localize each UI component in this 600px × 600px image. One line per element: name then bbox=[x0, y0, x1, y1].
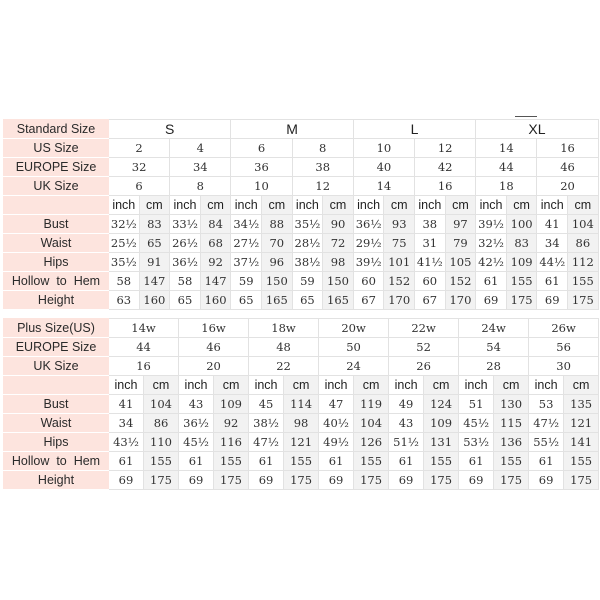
size-cell: 20 bbox=[179, 357, 249, 376]
inch-value: 27½ bbox=[231, 234, 262, 253]
cm-value: 114 bbox=[284, 395, 319, 414]
size-cell: 26w bbox=[529, 319, 599, 338]
cm-value: 175 bbox=[354, 471, 389, 490]
cm-value: 147 bbox=[139, 272, 170, 291]
cm-value: 83 bbox=[139, 215, 170, 234]
row-label: Height bbox=[4, 471, 109, 490]
size-cell: 46 bbox=[179, 338, 249, 357]
unit-cm: cm bbox=[445, 196, 476, 215]
inch-value: 25½ bbox=[109, 234, 140, 253]
size-cell: 24w bbox=[459, 319, 529, 338]
unit-cm: cm bbox=[354, 376, 389, 395]
inch-value: 38½ bbox=[292, 253, 323, 272]
inch-value: 35½ bbox=[292, 215, 323, 234]
unit-inch: inch bbox=[109, 196, 140, 215]
size-cell: 44 bbox=[109, 338, 179, 357]
size-cell: 6 bbox=[109, 177, 170, 196]
cm-value: 65 bbox=[139, 234, 170, 253]
unit-row bbox=[4, 376, 599, 395]
unit-cm: cm bbox=[200, 196, 231, 215]
inch-value: 63 bbox=[109, 291, 140, 310]
inch-value: 39½ bbox=[476, 215, 507, 234]
cm-value: 141 bbox=[564, 433, 599, 452]
inch-value: 41½ bbox=[415, 253, 446, 272]
unit-cm: cm bbox=[424, 376, 459, 395]
unit-inch: inch bbox=[389, 376, 424, 395]
size-xl: XL bbox=[476, 120, 598, 139]
inch-value: 47 bbox=[319, 395, 354, 414]
unit-cm: cm bbox=[506, 196, 537, 215]
unit-inch: inch bbox=[231, 196, 262, 215]
inch-value: 69 bbox=[249, 471, 284, 490]
cm-value: 155 bbox=[214, 452, 249, 471]
inch-value: 38½ bbox=[249, 414, 284, 433]
inch-value: 69 bbox=[537, 291, 568, 310]
inch-value: 43 bbox=[389, 414, 424, 433]
measure-row bbox=[4, 215, 599, 234]
cm-value: 165 bbox=[323, 291, 354, 310]
size-cell: 8 bbox=[292, 139, 353, 158]
size-cell: 40 bbox=[353, 158, 414, 177]
cm-value: 175 bbox=[144, 471, 179, 490]
measure-row bbox=[4, 395, 599, 414]
row-label: EUROPE Size bbox=[4, 338, 109, 357]
size-cell: 52 bbox=[389, 338, 459, 357]
cm-value: 155 bbox=[144, 452, 179, 471]
inch-value: 31 bbox=[415, 234, 446, 253]
size-cell: 18w bbox=[249, 319, 319, 338]
cm-value: 92 bbox=[214, 414, 249, 433]
row-label bbox=[4, 376, 109, 395]
cm-value: 155 bbox=[354, 452, 389, 471]
row-label: Hips bbox=[4, 433, 109, 452]
inch-value: 61 bbox=[389, 452, 424, 471]
unit-cm: cm bbox=[262, 196, 293, 215]
size-cell: 36 bbox=[231, 158, 292, 177]
inch-value: 69 bbox=[476, 291, 507, 310]
row-label: UK Size bbox=[4, 357, 109, 376]
size-cell: 42 bbox=[415, 158, 476, 177]
cm-value: 91 bbox=[139, 253, 170, 272]
inch-value: 37½ bbox=[231, 253, 262, 272]
row-label: Standard Size bbox=[4, 120, 109, 139]
inch-value: 47½ bbox=[529, 414, 564, 433]
unit-inch: inch bbox=[292, 196, 323, 215]
unit-cm: cm bbox=[384, 196, 415, 215]
cm-value: 83 bbox=[506, 234, 537, 253]
unit-inch: inch bbox=[109, 376, 144, 395]
size-l: L bbox=[353, 120, 475, 139]
size-cell: 38 bbox=[292, 158, 353, 177]
us-size-row bbox=[4, 139, 599, 158]
size-cell: 22 bbox=[249, 357, 319, 376]
unit-inch: inch bbox=[170, 196, 201, 215]
cm-value: 98 bbox=[323, 253, 354, 272]
plus-size-chart bbox=[3, 318, 599, 490]
inch-value: 58 bbox=[170, 272, 201, 291]
inch-value: 32½ bbox=[109, 215, 140, 234]
standard-size-chart bbox=[3, 119, 599, 310]
size-cell: 10 bbox=[353, 139, 414, 158]
cm-value: 160 bbox=[200, 291, 231, 310]
size-cell: 2 bbox=[109, 139, 170, 158]
unit-inch: inch bbox=[415, 196, 446, 215]
row-label: US Size bbox=[4, 139, 109, 158]
inch-value: 51 bbox=[459, 395, 494, 414]
cm-value: 72 bbox=[323, 234, 354, 253]
inch-value: 69 bbox=[389, 471, 424, 490]
measure-row bbox=[4, 272, 599, 291]
size-cell: 20w bbox=[319, 319, 389, 338]
measure-row bbox=[4, 414, 599, 433]
inch-value: 28½ bbox=[292, 234, 323, 253]
unit-inch: inch bbox=[179, 376, 214, 395]
cm-value: 104 bbox=[568, 215, 599, 234]
size-cell: 16 bbox=[537, 139, 598, 158]
inch-value: 36½ bbox=[353, 215, 384, 234]
inch-value: 34½ bbox=[231, 215, 262, 234]
plus-size-row bbox=[4, 319, 599, 338]
cm-value: 160 bbox=[139, 291, 170, 310]
inch-value: 35½ bbox=[109, 253, 140, 272]
cm-value: 86 bbox=[144, 414, 179, 433]
inch-value: 61 bbox=[109, 452, 144, 471]
inch-value: 65 bbox=[170, 291, 201, 310]
size-s: S bbox=[109, 120, 231, 139]
inch-value: 65 bbox=[292, 291, 323, 310]
unit-cm: cm bbox=[144, 376, 179, 395]
row-label: Hollow to Hem bbox=[4, 452, 109, 471]
cm-value: 109 bbox=[424, 414, 459, 433]
cm-value: 152 bbox=[445, 272, 476, 291]
size-cell: 30 bbox=[529, 357, 599, 376]
cm-value: 119 bbox=[354, 395, 389, 414]
cm-value: 105 bbox=[445, 253, 476, 272]
europe-size-row bbox=[4, 338, 599, 357]
row-label: Waist bbox=[4, 234, 109, 253]
cm-value: 90 bbox=[323, 215, 354, 234]
inch-value: 51½ bbox=[389, 433, 424, 452]
inch-value: 49½ bbox=[319, 433, 354, 452]
decorative-line bbox=[515, 116, 537, 117]
inch-value: 45½ bbox=[179, 433, 214, 452]
inch-value: 42½ bbox=[476, 253, 507, 272]
inch-value: 41 bbox=[537, 215, 568, 234]
unit-inch: inch bbox=[249, 376, 284, 395]
row-label: EUROPE Size bbox=[4, 158, 109, 177]
size-cell: 50 bbox=[319, 338, 389, 357]
inch-value: 49 bbox=[389, 395, 424, 414]
cm-value: 115 bbox=[494, 414, 529, 433]
row-label: Bust bbox=[4, 395, 109, 414]
size-cell: 6 bbox=[231, 139, 292, 158]
size-cell: 4 bbox=[170, 139, 231, 158]
inch-value: 39½ bbox=[353, 253, 384, 272]
size-cell: 12 bbox=[415, 139, 476, 158]
cm-value: 110 bbox=[144, 433, 179, 452]
cm-value: 96 bbox=[262, 253, 293, 272]
cm-value: 104 bbox=[354, 414, 389, 433]
cm-value: 175 bbox=[214, 471, 249, 490]
size-cell: 26 bbox=[389, 357, 459, 376]
cm-value: 155 bbox=[284, 452, 319, 471]
row-label: UK Size bbox=[4, 177, 109, 196]
measure-row bbox=[4, 471, 599, 490]
cm-value: 126 bbox=[354, 433, 389, 452]
size-m: M bbox=[231, 120, 353, 139]
size-cell: 14 bbox=[353, 177, 414, 196]
row-label: Bust bbox=[4, 215, 109, 234]
measure-row bbox=[4, 452, 599, 471]
inch-value: 43 bbox=[179, 395, 214, 414]
cm-value: 109 bbox=[214, 395, 249, 414]
inch-value: 61 bbox=[476, 272, 507, 291]
unit-cm: cm bbox=[139, 196, 170, 215]
unit-inch: inch bbox=[537, 196, 568, 215]
size-cell: 12 bbox=[292, 177, 353, 196]
row-label: Hips bbox=[4, 253, 109, 272]
cm-value: 75 bbox=[384, 234, 415, 253]
cm-value: 112 bbox=[568, 253, 599, 272]
inch-value: 36½ bbox=[170, 253, 201, 272]
size-cell: 46 bbox=[537, 158, 598, 177]
unit-inch: inch bbox=[459, 376, 494, 395]
cm-value: 135 bbox=[564, 395, 599, 414]
cm-value: 70 bbox=[262, 234, 293, 253]
size-cell: 22w bbox=[389, 319, 459, 338]
inch-value: 61 bbox=[179, 452, 214, 471]
cm-value: 104 bbox=[144, 395, 179, 414]
cm-value: 175 bbox=[284, 471, 319, 490]
size-cell: 20 bbox=[537, 177, 598, 196]
measure-row bbox=[4, 253, 599, 272]
inch-value: 32½ bbox=[476, 234, 507, 253]
inch-value: 67 bbox=[415, 291, 446, 310]
cm-value: 109 bbox=[506, 253, 537, 272]
inch-value: 29½ bbox=[353, 234, 384, 253]
inch-value: 36½ bbox=[179, 414, 214, 433]
cm-value: 150 bbox=[323, 272, 354, 291]
unit-cm: cm bbox=[323, 196, 354, 215]
measure-row bbox=[4, 291, 599, 310]
inch-value: 61 bbox=[319, 452, 354, 471]
cm-value: 165 bbox=[262, 291, 293, 310]
inch-value: 45½ bbox=[459, 414, 494, 433]
size-cell: 10 bbox=[231, 177, 292, 196]
size-cell: 16w bbox=[179, 319, 249, 338]
unit-row bbox=[4, 196, 599, 215]
cm-value: 84 bbox=[200, 215, 231, 234]
inch-value: 69 bbox=[179, 471, 214, 490]
unit-inch: inch bbox=[529, 376, 564, 395]
cm-value: 136 bbox=[494, 433, 529, 452]
cm-value: 175 bbox=[564, 471, 599, 490]
size-cell: 48 bbox=[249, 338, 319, 357]
inch-value: 59 bbox=[231, 272, 262, 291]
cm-value: 155 bbox=[568, 272, 599, 291]
unit-inch: inch bbox=[353, 196, 384, 215]
cm-value: 152 bbox=[384, 272, 415, 291]
inch-value: 41 bbox=[109, 395, 144, 414]
cm-value: 130 bbox=[494, 395, 529, 414]
cm-value: 124 bbox=[424, 395, 459, 414]
inch-value: 60 bbox=[415, 272, 446, 291]
row-label: Plus Size(US) bbox=[4, 319, 109, 338]
inch-value: 65 bbox=[231, 291, 262, 310]
size-cell: 16 bbox=[109, 357, 179, 376]
inch-value: 67 bbox=[353, 291, 384, 310]
inch-value: 40½ bbox=[319, 414, 354, 433]
size-cell: 8 bbox=[170, 177, 231, 196]
inch-value: 69 bbox=[319, 471, 354, 490]
cm-value: 97 bbox=[445, 215, 476, 234]
size-cell: 28 bbox=[459, 357, 529, 376]
cm-value: 175 bbox=[568, 291, 599, 310]
cm-value: 170 bbox=[384, 291, 415, 310]
inch-value: 69 bbox=[109, 471, 144, 490]
inch-value: 61 bbox=[459, 452, 494, 471]
cm-value: 88 bbox=[262, 215, 293, 234]
measure-row bbox=[4, 433, 599, 452]
cm-value: 155 bbox=[494, 452, 529, 471]
size-cell: 14w bbox=[109, 319, 179, 338]
unit-cm: cm bbox=[564, 376, 599, 395]
inch-value: 55½ bbox=[529, 433, 564, 452]
size-cell: 14 bbox=[476, 139, 537, 158]
inch-value: 59 bbox=[292, 272, 323, 291]
inch-value: 60 bbox=[353, 272, 384, 291]
size-cell: 56 bbox=[529, 338, 599, 357]
size-cell: 16 bbox=[415, 177, 476, 196]
cm-value: 150 bbox=[262, 272, 293, 291]
cm-value: 131 bbox=[424, 433, 459, 452]
size-cell: 32 bbox=[109, 158, 170, 177]
row-label: Height bbox=[4, 291, 109, 310]
unit-inch: inch bbox=[476, 196, 507, 215]
cm-value: 92 bbox=[200, 253, 231, 272]
measure-row bbox=[4, 234, 599, 253]
cm-value: 175 bbox=[494, 471, 529, 490]
cm-value: 155 bbox=[424, 452, 459, 471]
cm-value: 175 bbox=[506, 291, 537, 310]
inch-value: 61 bbox=[249, 452, 284, 471]
cm-value: 121 bbox=[564, 414, 599, 433]
size-cell: 44 bbox=[476, 158, 537, 177]
inch-value: 47½ bbox=[249, 433, 284, 452]
unit-cm: cm bbox=[494, 376, 529, 395]
inch-value: 26½ bbox=[170, 234, 201, 253]
cm-value: 101 bbox=[384, 253, 415, 272]
inch-value: 61 bbox=[529, 452, 564, 471]
unit-cm: cm bbox=[214, 376, 249, 395]
cm-value: 68 bbox=[200, 234, 231, 253]
uk-size-row bbox=[4, 177, 599, 196]
cm-value: 116 bbox=[214, 433, 249, 452]
cm-value: 79 bbox=[445, 234, 476, 253]
cm-value: 155 bbox=[564, 452, 599, 471]
inch-value: 45 bbox=[249, 395, 284, 414]
row-label: Waist bbox=[4, 414, 109, 433]
inch-value: 33½ bbox=[170, 215, 201, 234]
size-cell: 24 bbox=[319, 357, 389, 376]
inch-value: 38 bbox=[415, 215, 446, 234]
cm-value: 175 bbox=[424, 471, 459, 490]
inch-value: 61 bbox=[537, 272, 568, 291]
europe-size-row bbox=[4, 158, 599, 177]
cm-value: 86 bbox=[568, 234, 599, 253]
cm-value: 121 bbox=[284, 433, 319, 452]
inch-value: 34 bbox=[537, 234, 568, 253]
cm-value: 155 bbox=[506, 272, 537, 291]
unit-inch: inch bbox=[319, 376, 354, 395]
row-label: Hollow to Hem bbox=[4, 272, 109, 291]
cm-value: 98 bbox=[284, 414, 319, 433]
standard-size-row bbox=[4, 120, 599, 139]
unit-cm: cm bbox=[284, 376, 319, 395]
inch-value: 69 bbox=[459, 471, 494, 490]
inch-value: 53 bbox=[529, 395, 564, 414]
cm-value: 93 bbox=[384, 215, 415, 234]
size-cell: 54 bbox=[459, 338, 529, 357]
inch-value: 34 bbox=[109, 414, 144, 433]
cm-value: 100 bbox=[506, 215, 537, 234]
inch-value: 58 bbox=[109, 272, 140, 291]
size-cell: 34 bbox=[170, 158, 231, 177]
inch-value: 43½ bbox=[109, 433, 144, 452]
cm-value: 147 bbox=[200, 272, 231, 291]
cm-value: 170 bbox=[445, 291, 476, 310]
inch-value: 44½ bbox=[537, 253, 568, 272]
uk-size-row bbox=[4, 357, 599, 376]
inch-value: 69 bbox=[529, 471, 564, 490]
inch-value: 53½ bbox=[459, 433, 494, 452]
size-cell: 18 bbox=[476, 177, 537, 196]
row-label bbox=[4, 196, 109, 215]
unit-cm: cm bbox=[568, 196, 599, 215]
